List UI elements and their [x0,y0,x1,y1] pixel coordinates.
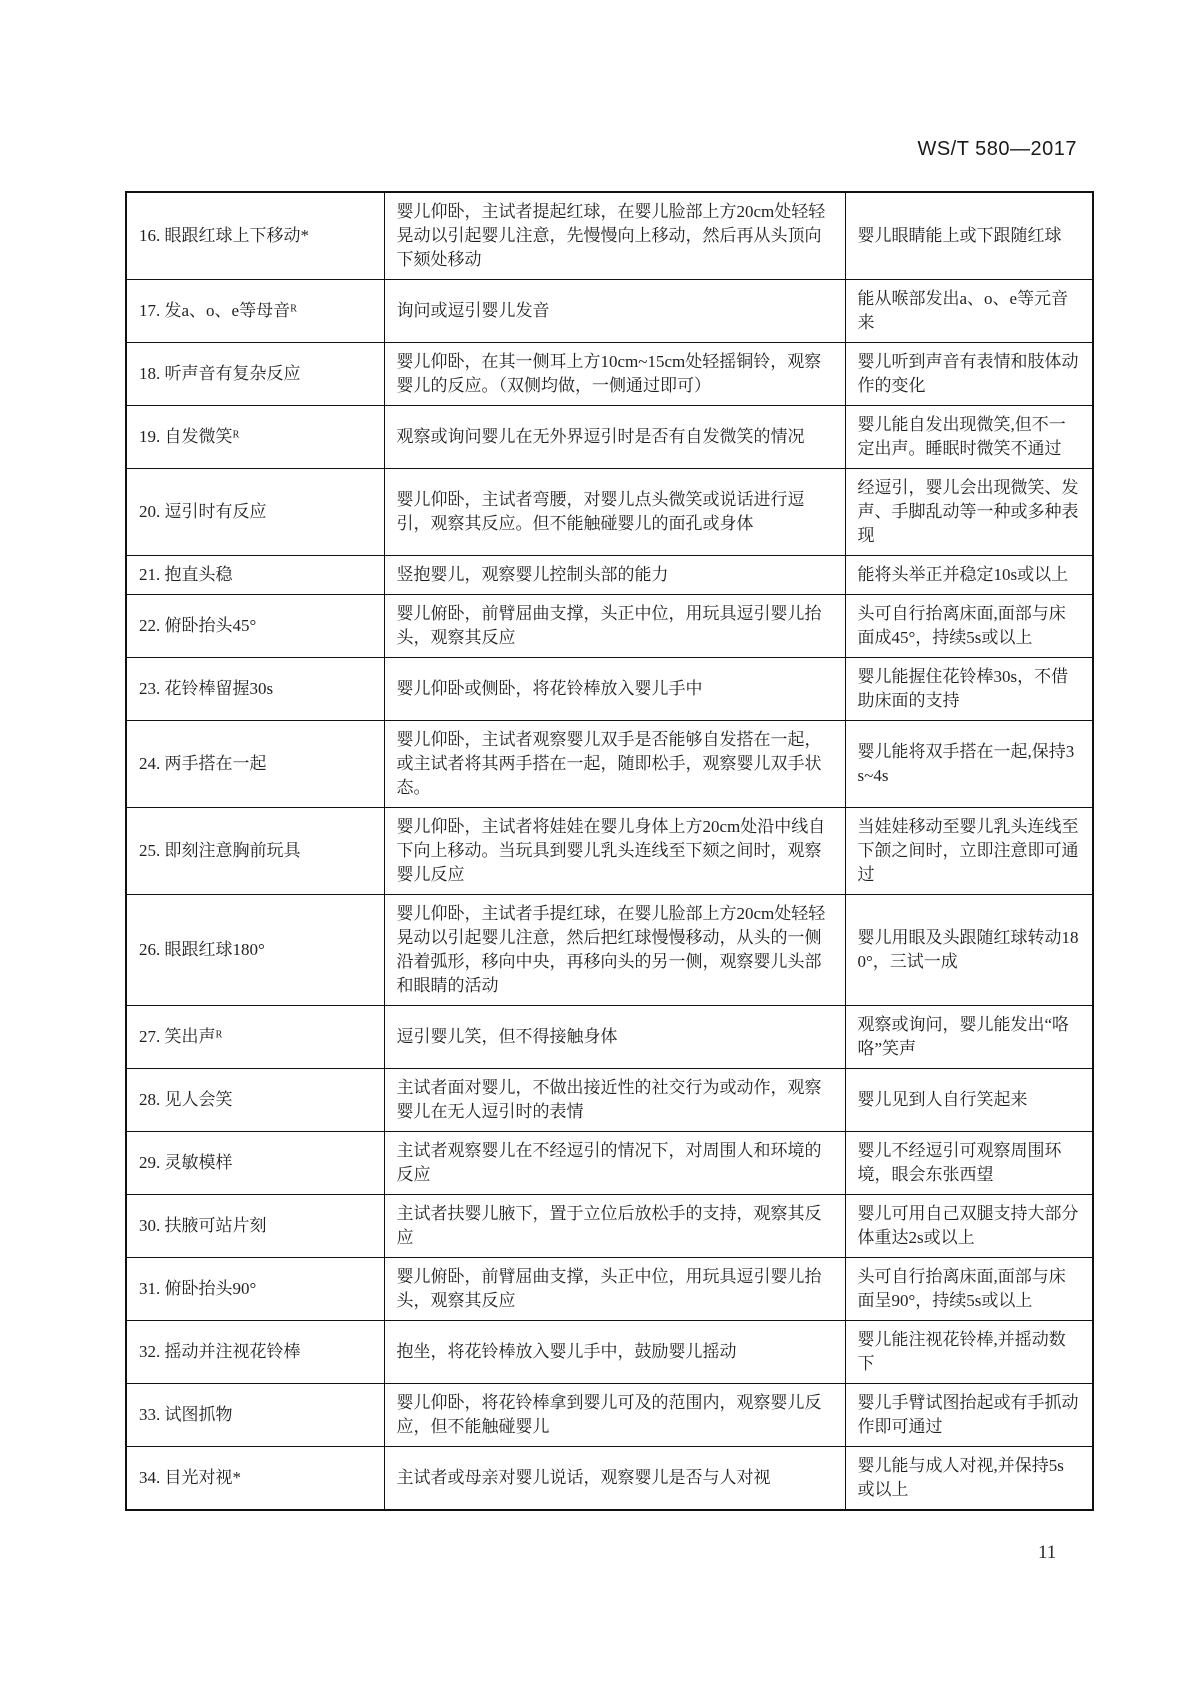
table-row [126,808,1093,895]
table-row [126,556,1093,595]
pass-cell: 婴儿眼睛能上或下跟随红球 [845,192,1093,280]
pass-cell: 能从喉部发出a、o、e等元音来 [845,280,1093,343]
table-row [126,595,1093,658]
item-cell: 34. 目光对视* [126,1447,384,1511]
method-cell: 询问或逗引婴儿发音 [384,280,845,343]
item-cell: 16. 眼跟红球上下移动* [126,192,384,280]
table-row [126,1069,1093,1132]
table-row [126,280,1093,343]
pass-cell: 观察或询问，婴儿能发出“咯咯”笑声 [845,1006,1093,1069]
table-row [126,1384,1093,1447]
table-row [126,1258,1093,1321]
method-cell: 竖抱婴儿，观察婴儿控制头部的能力 [384,556,845,595]
method-cell: 主试者面对婴儿，不做出接近性的社交行为或动作，观察婴儿在无人逗引时的表情 [384,1069,845,1132]
table-row [126,1195,1093,1258]
pass-cell: 婴儿可用自己双腿支持大部分体重达2s或以上 [845,1195,1093,1258]
method-cell: 婴儿仰卧，在其一侧耳上方10cm~15cm处轻摇铜铃，观察婴儿的反应。（双侧均做，一侧通过即可） [384,343,845,406]
method-cell: 主试者或母亲对婴儿说话，观察婴儿是否与人对视 [384,1447,845,1511]
item-cell: 21. 抱直头稳 [126,556,384,595]
table-row [126,469,1093,556]
page-number: 11 [1038,1542,1057,1563]
pass-cell: 当娃娃移动至婴儿乳头连线至下颌之间时，立即注意即可通过 [845,808,1093,895]
table-row [126,1447,1093,1511]
method-cell: 婴儿仰卧，主试者提起红球，在婴儿脸部上方20cm处轻轻晃动以引起婴儿注意，先慢慢向上移动，然后再从头顶向下颏处移动 [384,192,845,280]
pass-cell: 能将头举正并稳定10s或以上 [845,556,1093,595]
pass-cell: 婴儿听到声音有表情和肢体动作的变化 [845,343,1093,406]
table-row [126,192,1093,280]
pass-cell: 婴儿能注视花铃棒,并摇动数下 [845,1321,1093,1384]
item-cell: 23. 花铃棒留握30s [126,658,384,721]
item-cell: 31. 俯卧抬头90° [126,1258,384,1321]
pass-cell: 婴儿能将双手搭在一起,保持3s~4s [845,721,1093,808]
item-cell: 20. 逗引时有反应 [126,469,384,556]
table-row [126,658,1093,721]
item-cell: 19. 自发微笑ᴿ [126,406,384,469]
pass-cell: 头可自行抬离床面,面部与床面呈90°，持续5s或以上 [845,1258,1093,1321]
header-standard-number: WS/T 580—2017 [917,138,1077,160]
item-cell: 26. 眼跟红球180° [126,895,384,1006]
item-cell: 28. 见人会笑 [126,1069,384,1132]
method-cell: 逗引婴儿笑，但不得接触身体 [384,1006,845,1069]
pass-cell: 婴儿见到人自行笑起来 [845,1069,1093,1132]
method-cell: 婴儿俯卧，前臂屈曲支撑，头正中位，用玩具逗引婴儿抬头，观察其反应 [384,1258,845,1321]
table-row [126,406,1093,469]
pass-cell: 经逗引，婴儿会出现微笑、发声、手脚乱动等一种或多种表现 [845,469,1093,556]
table-row [126,343,1093,406]
item-cell: 30. 扶腋可站片刻 [126,1195,384,1258]
method-cell: 婴儿仰卧，主试者弯腰，对婴儿点头微笑或说话进行逗引，观察其反应。但不能触碰婴儿的面孔或身体 [384,469,845,556]
pass-cell: 婴儿能握住花铃棒30s，不借助床面的支持 [845,658,1093,721]
item-cell: 17. 发a、o、e等母音ᴿ [126,280,384,343]
pass-cell: 婴儿手臂试图抬起或有手抓动作即可通过 [845,1384,1093,1447]
item-cell: 25. 即刻注意胸前玩具 [126,808,384,895]
item-cell: 18. 听声音有复杂反应 [126,343,384,406]
pass-cell: 婴儿不经逗引可观察周围环境，眼会东张西望 [845,1132,1093,1195]
table-row [126,721,1093,808]
method-cell: 主试者扶婴儿腋下，置于立位后放松手的支持，观察其反应 [384,1195,845,1258]
method-cell: 主试者观察婴儿在不经逗引的情况下，对周围人和环境的反应 [384,1132,845,1195]
item-cell: 27. 笑出声ᴿ [126,1006,384,1069]
method-cell: 婴儿仰卧或侧卧，将花铃棒放入婴儿手中 [384,658,845,721]
item-cell: 22. 俯卧抬头45° [126,595,384,658]
item-cell: 24. 两手搭在一起 [126,721,384,808]
table-row [126,1006,1093,1069]
item-cell: 32. 摇动并注视花铃棒 [126,1321,384,1384]
method-cell: 婴儿俯卧，前臂屈曲支撑，头正中位，用玩具逗引婴儿抬头，观察其反应 [384,595,845,658]
method-cell: 婴儿仰卧，主试者将娃娃在婴儿身体上方20cm处沿中线自下向上移动。当玩具到婴儿乳头连线至下颏之间时，观察婴儿反应 [384,808,845,895]
method-cell: 观察或询问婴儿在无外界逗引时是否有自发微笑的情况 [384,406,845,469]
method-cell: 抱坐，将花铃棒放入婴儿手中，鼓励婴儿摇动 [384,1321,845,1384]
method-cell: 婴儿仰卧，主试者观察婴儿双手是否能够自发搭在一起，或主试者将其两手搭在一起，随即松手，观察婴儿双手状态。 [384,721,845,808]
assessment-table [125,191,1094,1511]
table-row [126,1321,1093,1384]
method-cell: 婴儿仰卧，将花铃棒拿到婴儿可及的范围内，观察婴儿反应，但不能触碰婴儿 [384,1384,845,1447]
item-cell: 33. 试图抓物 [126,1384,384,1447]
pass-cell: 婴儿能与成人对视,并保持5s或以上 [845,1447,1093,1511]
item-cell: 29. 灵敏模样 [126,1132,384,1195]
pass-cell: 婴儿能自发出现微笑,但不一定出声。睡眠时微笑不通过 [845,406,1093,469]
assessment-table-body [126,192,1093,1510]
table-row [126,895,1093,1006]
pass-cell: 头可自行抬离床面,面部与床面成45°，持续5s或以上 [845,595,1093,658]
table-row [126,1132,1093,1195]
method-cell: 婴儿仰卧，主试者手提红球，在婴儿脸部上方20cm处轻轻晃动以引起婴儿注意，然后把红球慢慢移动，从头的一侧沿着弧形，移向中央，再移向头的另一侧，观察婴儿头部和眼睛的活动 [384,895,845,1006]
pass-cell: 婴儿用眼及头跟随红球转动180°，三试一成 [845,895,1093,1006]
